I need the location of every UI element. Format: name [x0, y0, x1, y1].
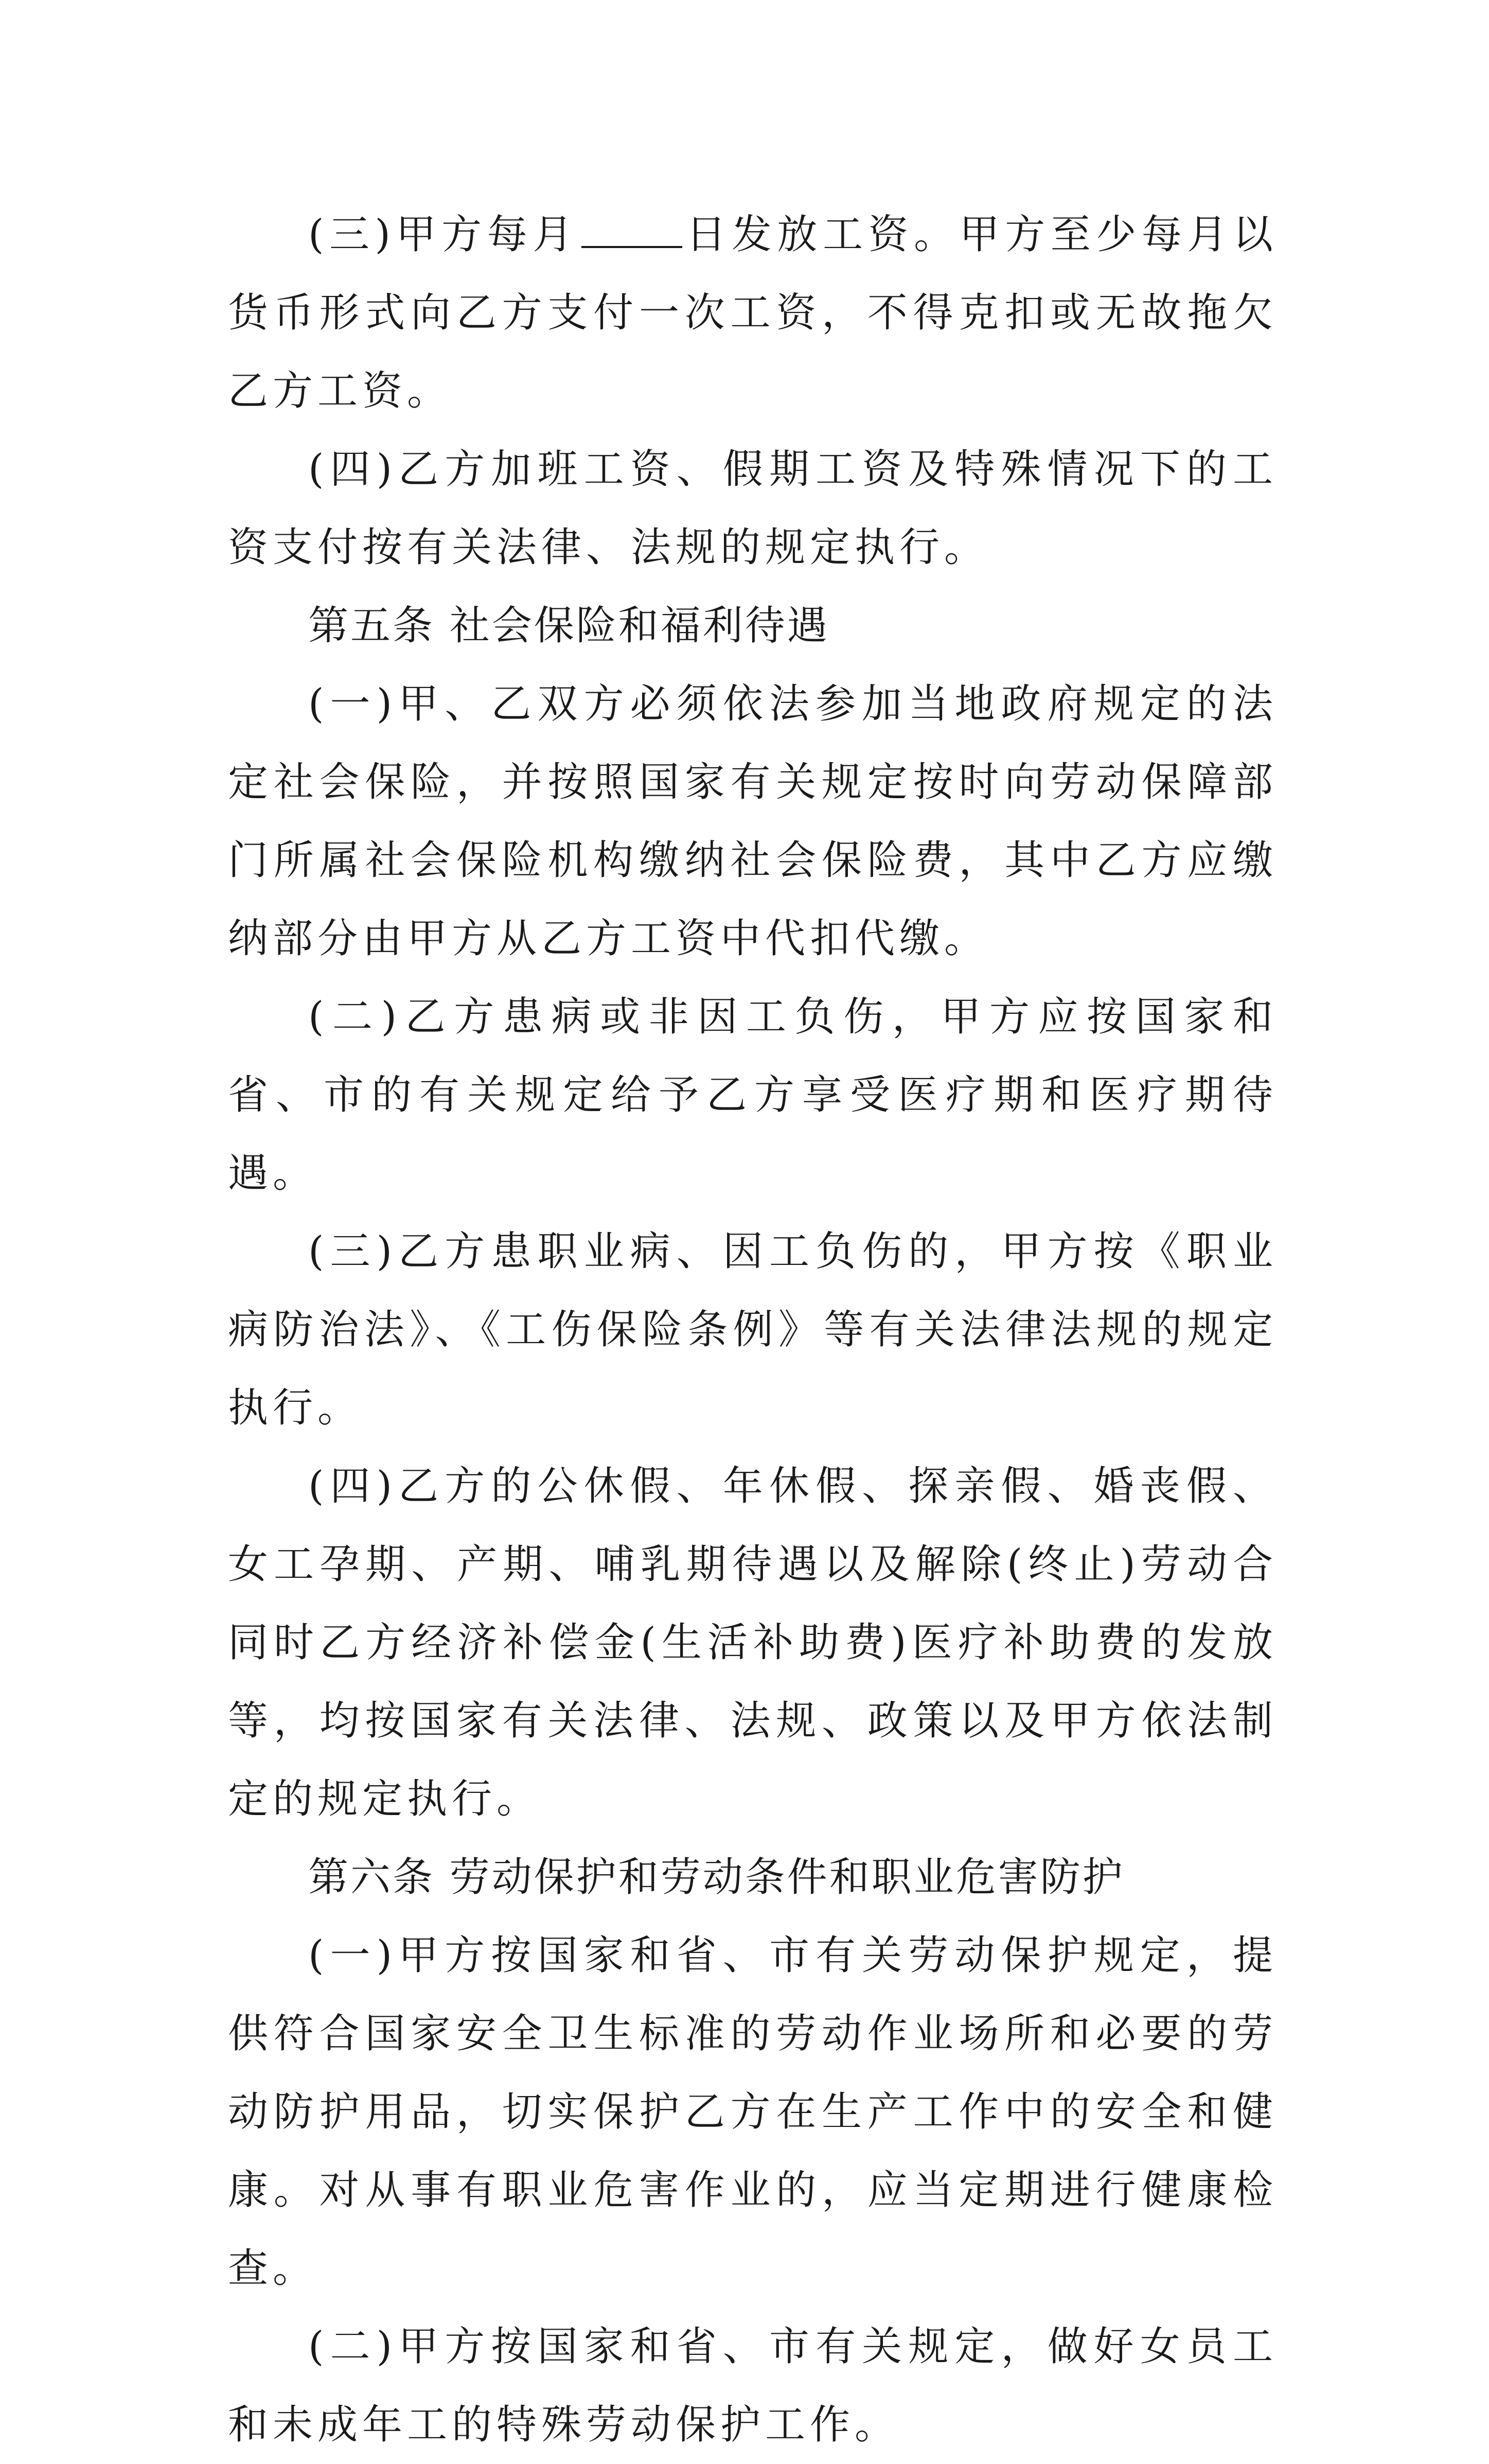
paragraph-overtime-wages: (四)乙方加班工资、假期工资及特殊情况下的工资支付按有关法律、法规的规定执行。 — [228, 446, 1278, 571]
paragraph-social-insurance: (一)甲、乙双方必须依法参加当地政府规定的法定社会保险，并按照国家有关规定按时向劳动保障部门所属社会保险机构缴纳社会保险费，其中乙方应缴纳部分由甲方从乙方工资中代扣代缴。 — [228, 681, 1278, 962]
paragraph-female-minor-protection: (二)甲方按国家和省、市有关规定，做好女员工和未成年工的特殊劳动保护工作。 — [228, 2324, 1278, 2448]
paragraph-occupational-disease: (三)乙方患职业病、因工负伤的，甲方按《职业病防治法》、《工伤保险条例》等有关法律法规的规定执行。 — [228, 1228, 1278, 1431]
document-body — [228, 196, 1278, 2464]
paragraph-sick-leave: (二)乙方患病或非因工负伤，甲方应按国家和省、市的有关规定给予乙方享受医疗期和医疗期待遇。 — [228, 994, 1278, 1196]
paragraph-text: 日发放工资。甲方至少每月以货币形式向乙方支付一次工资，不得克扣或无故拖欠乙方工资。 — [228, 212, 1278, 414]
paragraph-text: (三)甲方每月 — [308, 212, 578, 258]
paragraph-labor-protection: (一)甲方按国家和省、市有关劳动保护规定，提供符合国家安全卫生标准的劳动作业场所和必要的劳动防护用品，切实保护乙方在生产工作中的安全和健康。对从事有职业危害作业的，应当定期进行健康检查。 — [228, 1932, 1278, 2292]
payday-blank — [581, 214, 682, 248]
paragraph-leave-benefits: (四)乙方的公休假、年休假、探亲假、婚丧假、女工孕期、产期、哺乳期待遇以及解除(终止)劳动合同时乙方经济补偿金(生活补助费)医疗补助费的发放等，均按国家有关法律、法规、政策以及甲方依法制定的规定执行。 — [228, 1463, 1278, 1822]
article-6-heading: 第六条 劳动保护和劳动条件和职业危害防护 — [308, 1854, 1125, 1900]
article-5-heading: 第五条 社会保险和福利待遇 — [308, 603, 829, 649]
paragraph-wage-payment-date — [228, 196, 1278, 430]
